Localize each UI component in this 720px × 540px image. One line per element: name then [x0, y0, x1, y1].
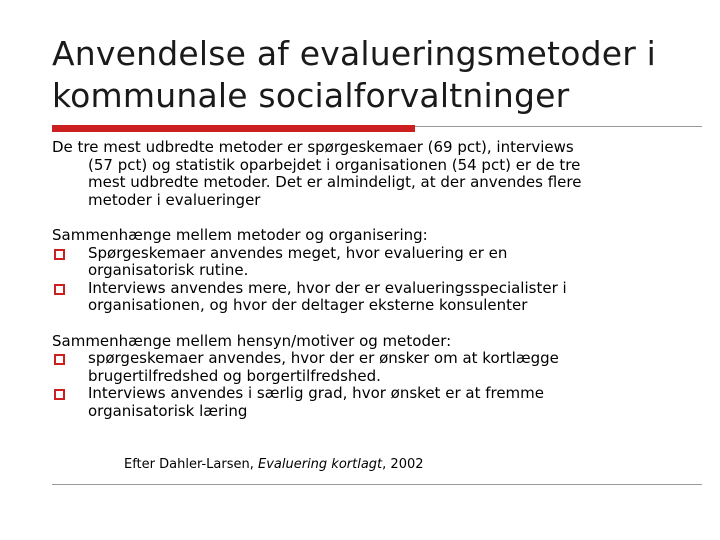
slide-body [52, 139, 712, 420]
bullet-line: Interviews anvendes i særlig grad, hvor ønsket er at fremme [88, 384, 545, 402]
title-underline-rule [415, 126, 702, 127]
intro-line-2: (57 pct) og statistik oparbejdet i organisationen (54 pct) er de tre [88, 155, 581, 174]
bullet-line: Interviews anvendes mere, hvor der er evalueringsspecialister i [88, 278, 567, 297]
intro-line-4: metoder i evalueringer [88, 190, 261, 209]
section-organisering [52, 227, 712, 315]
list-item [52, 280, 712, 315]
section-heading: Sammenhænge mellem metoder og organisering: [52, 226, 428, 244]
footer-rule [52, 484, 702, 485]
hollow-square-bullet-icon [54, 249, 65, 260]
section-heading: Sammenhænge mellem hensyn/motiver og metoder: [52, 331, 452, 350]
bullet-line: brugertilfredshed og borgertilfredshed. [88, 366, 381, 385]
list-item [52, 350, 712, 385]
hollow-square-bullet-icon [54, 389, 65, 400]
bullet-line: organisatorisk læring [88, 401, 248, 420]
bullet-line: spørgeskemaer anvendes, hvor der er ønsker om at kortlægge [88, 349, 559, 367]
title-line-2: kommunale socialforvaltninger [52, 76, 570, 115]
bullet-line: organisationen, og hvor der deltager eksterne konsulenter [88, 296, 528, 314]
hollow-square-bullet-icon [54, 284, 65, 295]
intro-line-3: mest udbredte metoder. Det er almindeligt, at der anvendes flere [88, 173, 582, 191]
credit-prefix: Efter Dahler-Larsen, [124, 457, 258, 472]
intro-line-1: De tre mest udbredte metoder er spørgeskemaer (69 pct), interviews [52, 138, 574, 156]
list-item [52, 245, 712, 280]
section-motiver [52, 333, 712, 421]
hollow-square-bullet-icon [54, 354, 65, 365]
bullet-line: organisatorisk rutine. [88, 261, 249, 279]
title-line-1: Anvendelse af evalueringsmetoder i [52, 34, 657, 73]
credit-year: , 2002 [382, 457, 424, 472]
source-credit [124, 457, 424, 473]
credit-work-title: Evaluering kortlagt [258, 457, 383, 472]
bullet-line: Spørgeskemaer anvendes meget, hvor evaluering er en [88, 243, 508, 262]
slide-title [52, 33, 702, 117]
title-underline-accent [52, 125, 415, 132]
intro-paragraph [52, 139, 712, 209]
list-item [52, 385, 712, 420]
